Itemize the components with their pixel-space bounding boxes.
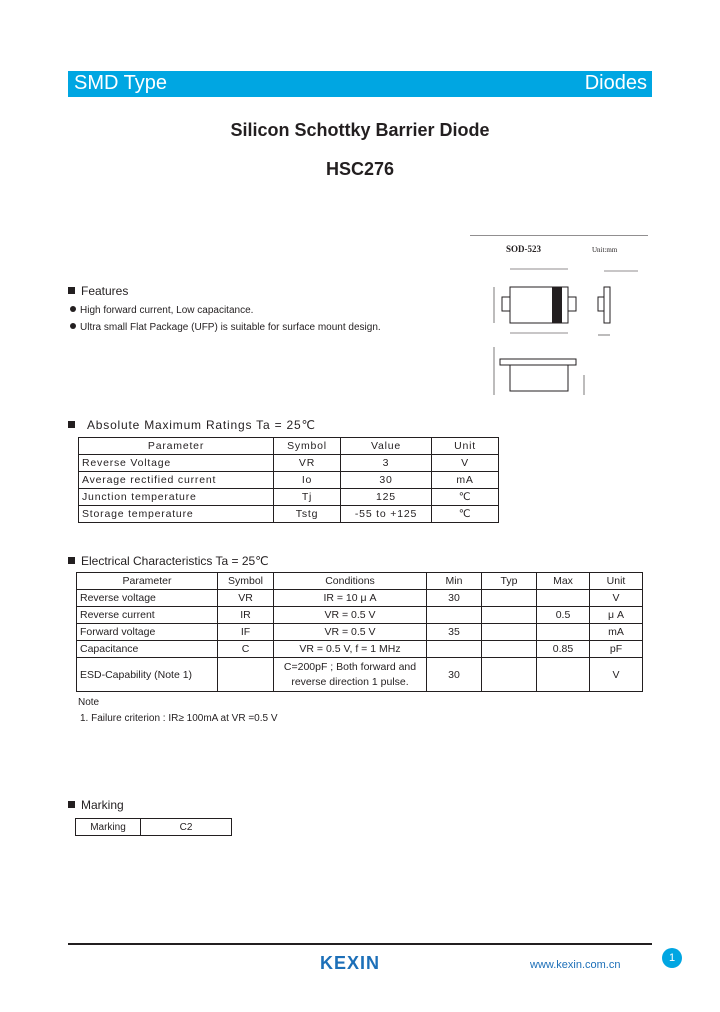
table-cell: ℃ xyxy=(432,506,499,523)
table-cell: μ A xyxy=(590,607,643,624)
package-outline-drawing xyxy=(470,235,650,400)
header-cell: Symbol xyxy=(274,438,341,455)
table-cell xyxy=(482,624,537,641)
marking-table xyxy=(75,818,232,836)
table-cell xyxy=(427,641,482,658)
table-cell xyxy=(427,607,482,624)
features-heading: Features xyxy=(68,284,128,298)
table-cell: 0.85 xyxy=(537,641,590,658)
square-bullet-icon xyxy=(68,287,75,294)
kexin-logo: KEXIN xyxy=(320,953,381,973)
square-bullet-icon xyxy=(68,801,75,808)
table-cell: Reverse current xyxy=(77,607,218,624)
table-row xyxy=(79,472,499,489)
table-cell: 30 xyxy=(341,472,432,489)
table-row xyxy=(76,819,232,836)
table-cell: 30 xyxy=(427,658,482,692)
elec-table xyxy=(76,572,643,692)
table-row xyxy=(79,489,499,506)
feature-item: High forward current, Low capacitance. xyxy=(70,305,253,316)
header-banner xyxy=(68,71,652,97)
package-name: SOD-523 xyxy=(506,244,542,254)
table-cell: VR xyxy=(274,455,341,472)
table-cell: C xyxy=(218,641,274,658)
table-cell: Reverse Voltage xyxy=(79,455,274,472)
table-cell: Tstg xyxy=(274,506,341,523)
table-cell xyxy=(482,607,537,624)
table-cell xyxy=(482,590,537,607)
table-cell: Tj xyxy=(274,489,341,506)
header-cell: Parameter xyxy=(77,573,218,590)
document-title: Silicon Schottky Barrier Diode xyxy=(230,120,490,140)
table-cell: VR xyxy=(218,590,274,607)
header-cell: Parameter xyxy=(79,438,274,455)
table-cell xyxy=(482,641,537,658)
header-left: SMD Type xyxy=(74,72,167,94)
note-text: 1. Failure criterion : IR≥ 100mA at VR =0.5 V xyxy=(80,713,278,724)
header-cell: Typ xyxy=(482,573,537,590)
header-cell: Unit xyxy=(432,438,499,455)
header-cell: Min xyxy=(427,573,482,590)
website-link[interactable]: www.kexin.com.cn xyxy=(530,959,621,971)
header-cell: Value xyxy=(341,438,432,455)
table-cell: VR = 0.5 V, f = 1 MHz xyxy=(274,641,427,658)
table-cell: IR = 10 μ A xyxy=(274,590,427,607)
table-cell: V xyxy=(590,590,643,607)
abs-max-heading: Absolute Maximum Ratings Ta = 25℃ xyxy=(68,418,316,432)
table-cell xyxy=(218,658,274,692)
abs-max-table xyxy=(78,437,499,523)
table-cell: Junction temperature xyxy=(79,489,274,506)
bullet-icon xyxy=(70,323,76,329)
table-row xyxy=(77,590,643,607)
condition-line: reverse direction 1 pulse. xyxy=(291,676,409,688)
table-row xyxy=(77,641,643,658)
table-cell: ESD-Capability (Note 1) xyxy=(77,658,218,692)
table-row xyxy=(77,658,643,692)
table-header-row xyxy=(79,438,499,455)
table-cell: 35 xyxy=(427,624,482,641)
package-unit: Unit:mm xyxy=(592,246,618,254)
condition-line: C=200pF ; Both forward and xyxy=(283,661,417,673)
table-cell: 125 xyxy=(341,489,432,506)
table-cell: C2 xyxy=(141,819,232,836)
table-cell: pF xyxy=(590,641,643,658)
table-cell: Marking xyxy=(76,819,141,836)
table-row xyxy=(77,624,643,641)
note-title: Note xyxy=(78,697,100,708)
table-header-row xyxy=(77,573,643,590)
header-cell: Conditions xyxy=(274,573,427,590)
table-cell: Capacitance xyxy=(77,641,218,658)
table-cell: 0.5 xyxy=(537,607,590,624)
header-cell: Symbol xyxy=(218,573,274,590)
table-cell: Average rectified current xyxy=(79,472,274,489)
elec-heading: Electrical Characteristics Ta = 25℃ xyxy=(68,554,269,568)
table-cell: 3 xyxy=(341,455,432,472)
table-row xyxy=(79,455,499,472)
table-cell: IF xyxy=(218,624,274,641)
table-cell: Reverse voltage xyxy=(77,590,218,607)
part-number: HSC276 xyxy=(325,159,395,179)
table-cell: mA xyxy=(432,472,499,489)
table-cell: 30 xyxy=(427,590,482,607)
marking-heading: Marking xyxy=(68,798,124,812)
square-bullet-icon xyxy=(68,557,75,564)
square-bullet-icon xyxy=(68,421,75,428)
table-cell xyxy=(274,658,427,692)
table-cell xyxy=(537,590,590,607)
table-cell: Forward voltage xyxy=(77,624,218,641)
table-row xyxy=(77,607,643,624)
table-cell: VR = 0.5 V xyxy=(274,624,427,641)
table-cell: V xyxy=(432,455,499,472)
table-cell: -55 to +125 xyxy=(341,506,432,523)
table-cell: Io xyxy=(274,472,341,489)
header-right: Diodes xyxy=(584,72,647,94)
table-cell xyxy=(482,658,537,692)
table-cell: IR xyxy=(218,607,274,624)
bullet-icon xyxy=(70,306,76,312)
table-cell: VR = 0.5 V xyxy=(274,607,427,624)
footer-divider xyxy=(68,943,652,945)
table-cell: Storage temperature xyxy=(79,506,274,523)
table-cell: V xyxy=(590,658,643,692)
table-cell: mA xyxy=(590,624,643,641)
table-row xyxy=(79,506,499,523)
table-cell xyxy=(537,658,590,692)
feature-item: Ultra small Flat Package (UFP) is suitable for surface mount design. xyxy=(70,322,381,333)
page-number: 1 xyxy=(662,948,682,968)
table-cell: ℃ xyxy=(432,489,499,506)
header-cell: Unit xyxy=(590,573,643,590)
header-cell: Max xyxy=(537,573,590,590)
table-cell xyxy=(537,624,590,641)
